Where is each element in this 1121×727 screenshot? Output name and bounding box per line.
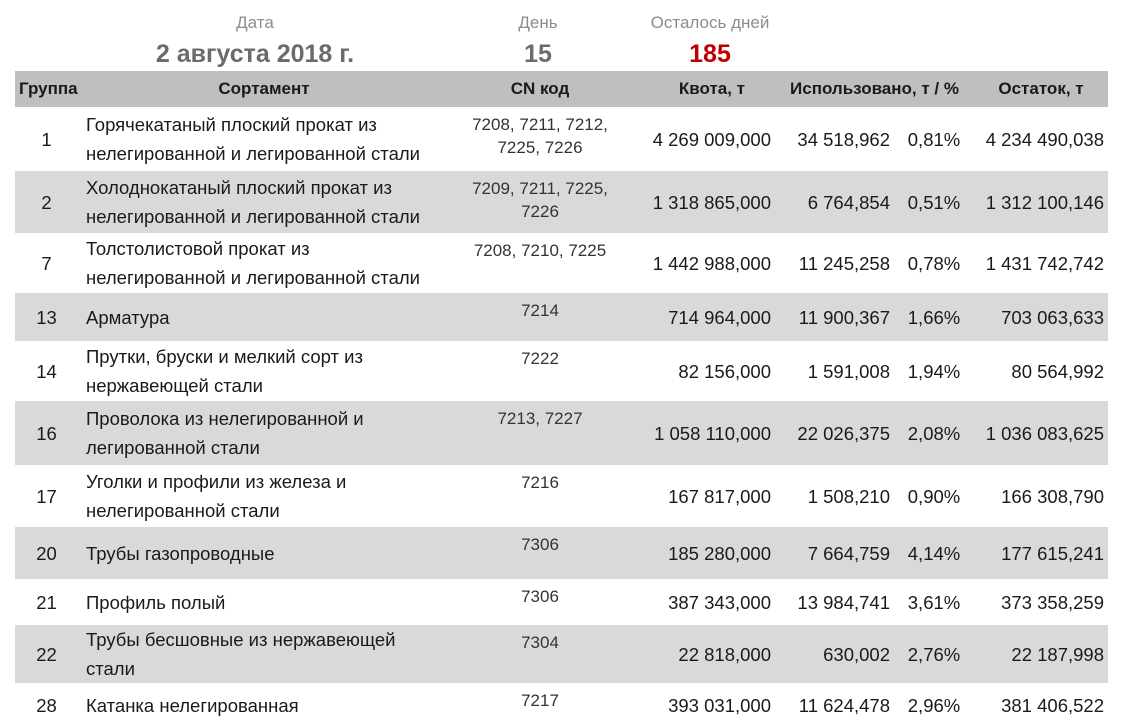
cell-used: 11 624,478 (798, 694, 890, 716)
cell-group: 28 (36, 694, 57, 716)
cell-assortment: Катанка нелегированная (86, 694, 299, 716)
column-header-rest: Остаток, т (974, 71, 1108, 107)
cell-used: 13 984,741 (797, 591, 890, 613)
cell-group: 16 (15, 401, 78, 465)
cell-cn-code: 7306 (450, 527, 630, 579)
cell-used-percent: 0,51% (894, 171, 974, 233)
cell-used: 11 245,258 (798, 252, 890, 274)
cell-group: 13 (15, 293, 78, 341)
cell-rest: 166 308,790 (1001, 485, 1104, 507)
cell-cn-code: 7306 (521, 587, 559, 606)
cell-quota: 185 280,000 (630, 527, 775, 579)
table-row (15, 171, 1108, 233)
table-header-row (15, 71, 1108, 107)
quota-table (15, 71, 1108, 727)
cell-assortment: Прутки, бруски и мелкий сорт из нержавеющей стали (86, 346, 363, 396)
table-row (15, 401, 1108, 465)
cell-used: 34 518,962 (797, 128, 890, 150)
table-row (15, 107, 1108, 171)
cell-cn-code: 7216 (521, 473, 559, 492)
cell-assortment: Трубы газопроводные (78, 527, 450, 579)
cell-cn-code: 7304 (450, 625, 630, 683)
cell-used-percent: 1,66% (894, 293, 974, 341)
cell-used: 7 664,759 (775, 527, 894, 579)
cell-used: 6 764,854 (775, 171, 894, 233)
cell-cn-code: 7208, 7210, 7225 (473, 241, 607, 260)
cell-used: 1 508,210 (807, 485, 890, 507)
day-value: 15 (524, 40, 552, 68)
cell-quota: 714 964,000 (630, 293, 775, 341)
cell-group: 2 (15, 171, 78, 233)
cell-group: 14 (36, 360, 57, 382)
cell-quota: 22 818,000 (630, 625, 775, 683)
cell-cn-code: 7213, 7227 (450, 401, 630, 465)
column-header-assortment: Сортамент (78, 71, 450, 107)
column-header-quota: Квота, т (630, 71, 775, 107)
table-row (15, 683, 1108, 727)
cell-rest: 1 036 083,625 (974, 401, 1108, 465)
cell-quota: 1 318 865,000 (630, 171, 775, 233)
cell-rest: 703 063,633 (974, 293, 1108, 341)
cell-assortment: Проволока из нелегированной и легированной стали (78, 401, 450, 465)
cell-used: 630,002 (775, 625, 894, 683)
cell-rest: 22 187,998 (974, 625, 1108, 683)
cell-group: 7 (41, 252, 52, 274)
cell-used-percent: 1,94% (907, 360, 961, 382)
day-label: День (518, 13, 558, 32)
cell-rest: 373 358,259 (1001, 591, 1104, 613)
cell-used-percent: 4,14% (894, 527, 974, 579)
cell-group: 22 (15, 625, 78, 683)
cell-assortment: Профиль полый (86, 591, 226, 613)
cell-cn-code: 7217 (521, 691, 559, 710)
cell-used: 1 591,008 (807, 360, 890, 382)
table-row (15, 293, 1108, 341)
cell-assortment: Трубы бесшовные из нержавеющей стали (78, 625, 450, 683)
cell-used-percent: 2,08% (894, 401, 974, 465)
cell-used-percent: 0,78% (907, 252, 961, 274)
cell-used: 11 900,367 (775, 293, 894, 341)
table-row (15, 527, 1108, 579)
cell-used-percent: 0,90% (907, 485, 961, 507)
cell-quota: 167 817,000 (668, 485, 771, 507)
date-label: Дата (236, 13, 274, 32)
cell-used-percent: 2,96% (907, 694, 961, 716)
cell-rest: 80 564,992 (1011, 360, 1104, 382)
cell-rest: 381 406,522 (1001, 694, 1104, 716)
table-row (15, 625, 1108, 683)
cell-rest: 4 234 490,038 (985, 128, 1104, 150)
cell-rest: 1 312 100,146 (974, 171, 1108, 233)
cell-group: 17 (36, 485, 57, 507)
cell-assortment: Арматура (78, 293, 450, 341)
table-row (15, 579, 1108, 625)
cell-quota: 82 156,000 (678, 360, 771, 382)
column-header-group: Группа (15, 71, 78, 107)
cell-rest: 1 431 742,742 (985, 252, 1104, 274)
cell-assortment: Уголки и профили из железа и нелегированной стали (86, 471, 347, 521)
cell-cn-code: 7208, 7211, 7212, 7225, 7226 (472, 115, 608, 157)
cell-quota: 1 058 110,000 (630, 401, 775, 465)
cell-assortment: Холоднокатаный плоский прокат из нелегированной и легированной стали (78, 171, 450, 233)
column-header-cn-code: CN код (450, 71, 630, 107)
remaining-days-label: Осталось дней (650, 13, 770, 32)
cell-cn-code: 7209, 7211, 7225, 7226 (450, 171, 630, 233)
table-row (15, 233, 1108, 293)
cell-quota: 4 269 009,000 (652, 128, 771, 150)
cell-rest: 177 615,241 (974, 527, 1108, 579)
cell-used-percent: 2,76% (894, 625, 974, 683)
cell-quota: 1 442 988,000 (652, 252, 771, 274)
cell-assortment: Горячекатаный плоский прокат из нелегированной и легированной стали (86, 114, 420, 164)
table-row (15, 341, 1108, 401)
column-header-used: Использовано, т / % (775, 71, 974, 107)
cell-quota: 393 031,000 (668, 694, 771, 716)
cell-cn-code: 7222 (521, 349, 559, 368)
cell-group: 20 (15, 527, 78, 579)
cell-used-percent: 3,61% (907, 591, 961, 613)
table-row (15, 465, 1108, 527)
cell-group: 21 (36, 591, 57, 613)
cell-cn-code: 7214 (450, 293, 630, 341)
cell-assortment: Толстолистовой прокат из нелегированной и легированной стали (86, 238, 420, 288)
cell-group: 1 (41, 128, 52, 150)
date-value: 2 августа 2018 г. (155, 40, 355, 68)
remaining-days-value: 185 (689, 40, 731, 68)
cell-used-percent: 0,81% (907, 128, 961, 150)
cell-used: 22 026,375 (775, 401, 894, 465)
cell-quota: 387 343,000 (668, 591, 771, 613)
